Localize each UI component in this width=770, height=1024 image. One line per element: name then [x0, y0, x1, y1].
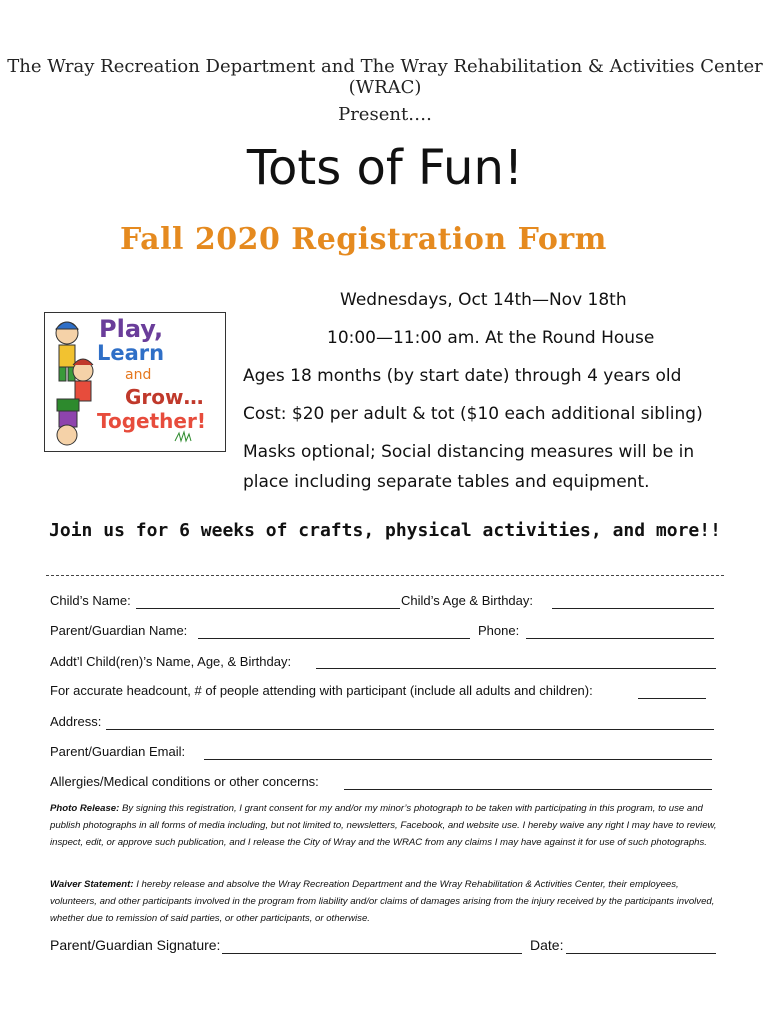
addl-children-field[interactable] — [316, 668, 716, 669]
headcount-field[interactable] — [638, 698, 706, 699]
photo-release-label: Photo Release: — [50, 803, 120, 814]
address-field[interactable] — [106, 729, 714, 730]
present-line: Present…. — [338, 104, 432, 125]
date-field[interactable] — [566, 953, 716, 954]
email-field[interactable] — [204, 759, 712, 760]
info-cost: Cost: $20 per adult & tot ($10 each additional sibling) — [243, 404, 703, 424]
cut-line-divider — [46, 575, 724, 576]
join-us-banner: Join us for 6 weeks of crafts, physical activities, and more!! — [49, 520, 721, 541]
photo-release-paragraph — [50, 800, 722, 851]
email-label: Parent/Guardian Email: — [50, 744, 186, 759]
waiver-text: I hereby release and absolve the Wray Recreation Department and the Wray Rehabilitation & Activities Center, their employees, volunteers, and other participants involved in the program from liability and/or claims of damages arising from the injury received by the participants involved, whether due to remission of said parties, or other participants, or otherwise. — [50, 879, 715, 924]
presenters-line: The Wray Recreation Department and The Wray Rehabilitation & Activities Center (WRAC) — [7, 56, 763, 98]
phone-field[interactable] — [526, 638, 714, 639]
phone-label: Phone: — [478, 623, 520, 638]
child-name-field[interactable] — [136, 608, 400, 609]
signature-label: Parent/Guardian Signature: — [50, 937, 221, 953]
allergies-field[interactable] — [344, 789, 712, 790]
play-learn-grow-logo — [44, 312, 226, 452]
child-age-label: Child’s Age & Birthday: — [401, 593, 533, 608]
date-label: Date: — [530, 937, 564, 953]
logo-word-grow: Grow… — [125, 385, 204, 409]
info-masks-line2: place including separate tables and equipment. — [243, 472, 650, 492]
signature-field[interactable] — [222, 953, 522, 954]
waiver-paragraph — [50, 876, 722, 927]
guardian-name-label: Parent/Guardian Name: — [50, 623, 188, 638]
child-name-label: Child’s Name: — [50, 593, 131, 608]
info-masks-line1: Masks optional; Social distancing measures will be in — [243, 442, 695, 462]
form-subtitle: Fall 2020 Registration Form — [120, 222, 607, 257]
child-age-field[interactable] — [552, 608, 714, 609]
logo-word-learn: Learn — [97, 341, 165, 365]
logo-word-together: Together! — [97, 409, 206, 433]
guardian-name-field[interactable] — [198, 638, 470, 639]
info-dates: Wednesdays, Oct 14th—Nov 18th — [340, 290, 627, 310]
info-ages: Ages 18 months (by start date) through 4 years old — [243, 366, 682, 386]
photo-release-text: By signing this registration, I grant consent for my and/or my minor’s photograph to be taken with participating in this program, to use and publish photographs in all forms of media including, but not limited to, newsletters, Facebook, and website use. I hereby waive any right I may have to review, inspect, edit, or approve such publication, and I release the City of Wray and the WRAC from any claims I may have against it for use of such photographs. — [50, 803, 717, 848]
info-time: 10:00—11:00 am. At the Round House — [327, 328, 655, 348]
logo-word-play: Play, — [99, 315, 164, 343]
page-title: Tots of Fun! — [246, 140, 524, 196]
logo-word-and: and — [125, 367, 152, 383]
headcount-label: For accurate headcount, # of people attending with participant (include all adults and children): — [50, 683, 593, 698]
address-label: Address: — [50, 714, 102, 729]
allergies-label: Allergies/Medical conditions or other concerns: — [50, 774, 319, 789]
waiver-label: Waiver Statement: — [50, 879, 134, 890]
addl-children-label: Addt’l Child(ren)’s Name, Age, & Birthday: — [50, 654, 292, 669]
